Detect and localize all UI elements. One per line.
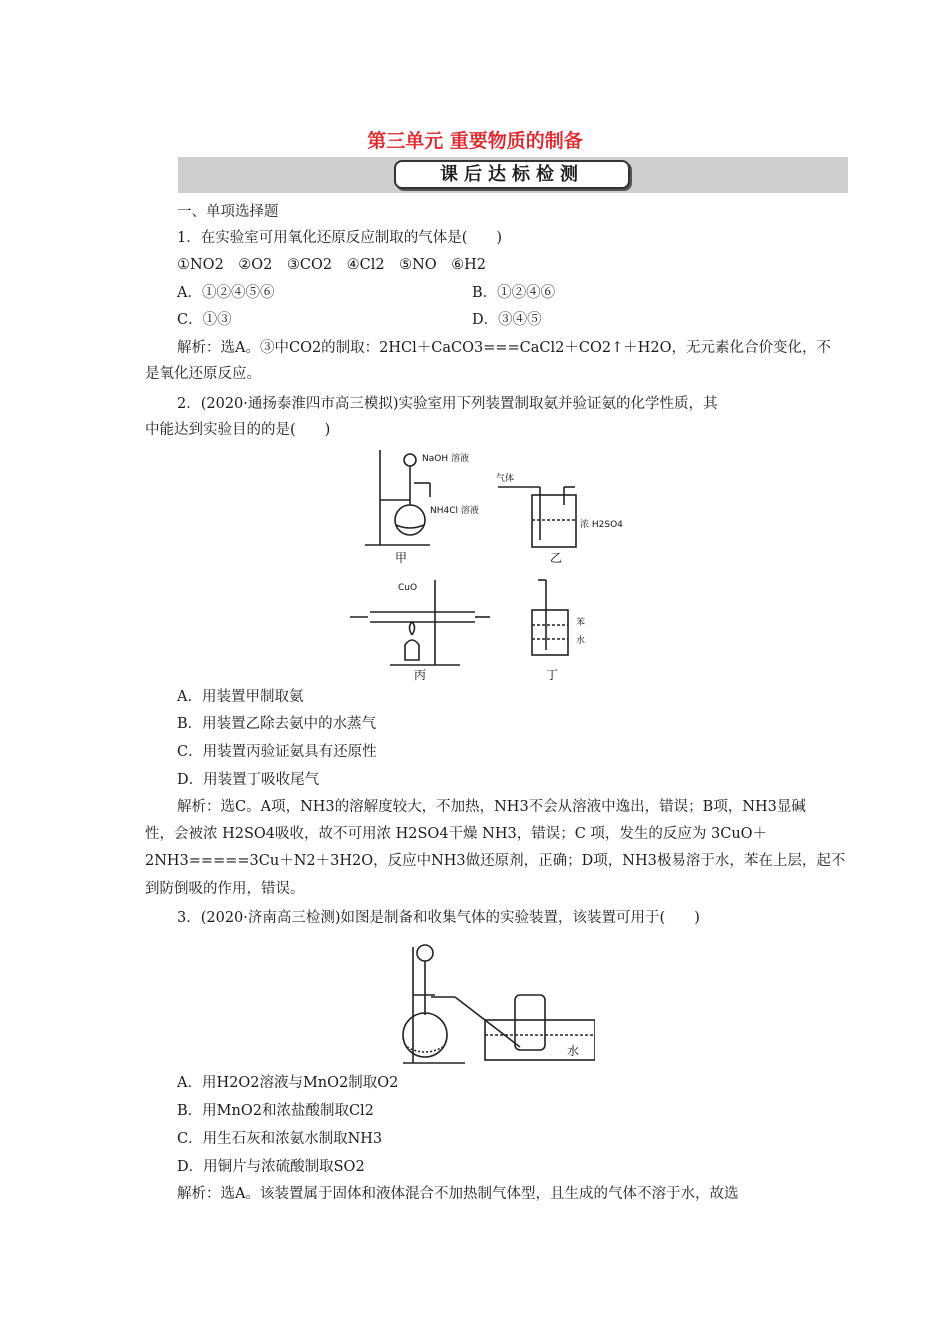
jia-liquid <box>396 525 424 528</box>
q1-option-a: A．①②④⑤⑥ <box>177 285 275 301</box>
q2-analysis-line-1: 解析：选C。A项，NH3的溶解度较大，不加热，NH3不会从溶液中逸出，错误；B项，NH3显碱 <box>177 799 806 815</box>
q1-analysis-line-2: 是氧化还原反应。 <box>145 366 261 382</box>
section-label: 一、单项选择题 <box>177 204 279 220</box>
q2-analysis-line-3: 2NH3=====3Cu＋N2＋3H2O，反应中NH3做还原剂，正确；D项，NH3极易溶于水，苯在上层，起不 <box>145 853 846 869</box>
label-h2so4: 浓 H2SO4 <box>580 520 623 530</box>
q1-option-d: D．③④⑤ <box>472 312 542 328</box>
q3-analysis-line-1: 解析：选A。该装置属于固体和液体混合不加热制气体型，且生成的气体不溶于水，故选 <box>177 1186 739 1202</box>
jia-flask <box>395 505 425 535</box>
q3-gas-jar <box>515 995 545 1050</box>
bing-lamp <box>405 640 419 660</box>
label-ding: 丁 <box>546 668 559 682</box>
label-jia: 甲 <box>395 551 408 565</box>
q3-funnel-bulb <box>417 945 433 961</box>
q2-apparatus-figure <box>350 445 650 685</box>
q1-stem: 1．在实验室可用氧化还原反应制取的气体是( ) <box>177 230 503 246</box>
q3-label-water: 水 <box>567 1044 580 1058</box>
q2-option-b: B．用装置乙除去氨中的水蒸气 <box>177 716 377 732</box>
q1-analysis-line-1: 解析：选A。③中CO2的制取：2HCl＋CaCO3===CaCl2＋CO2↑＋H2O，无元素化合价变化，不 <box>177 340 831 356</box>
q3-stem: 3．(2020·济南高三检测)如图是制备和收集气体的实验装置，该装置可用于( ) <box>177 910 700 926</box>
q3-option-c: C．用生石灰和浓氨水制取NH3 <box>177 1131 383 1147</box>
q3-flask <box>403 1013 447 1057</box>
banner-label: 课后达标检测 <box>394 160 630 189</box>
q2-analysis-line-2: 性，会被浓 H2SO4吸收，故不可用浓 H2SO4干燥 NH3，错误；C 项，发生的反应为 3CuO＋ <box>145 826 768 842</box>
bing-flame <box>410 622 415 635</box>
label-yi: 乙 <box>550 551 563 565</box>
label-ding-water: 水 <box>576 636 586 646</box>
q3-apparatus-figure <box>395 935 595 1070</box>
q3-option-a: A．用H2O2溶液与MnO2制取O2 <box>177 1075 399 1091</box>
q2-stem-line-1: 2．(2020·通扬泰淮四市高三模拟)实验室用下列装置制取氨并验证氨的化学性质，其 <box>177 396 718 412</box>
label-nh4cl: NH4Cl 溶液 <box>430 506 479 516</box>
q1-option-b: B．①②④⑥ <box>472 285 556 301</box>
label-bing: 丙 <box>414 668 427 682</box>
label-gas: 气体 <box>496 474 515 484</box>
q2-option-a: A．用装置甲制取氨 <box>177 689 304 705</box>
label-cuo: CuO <box>398 583 418 593</box>
q2-stem-line-2: 中能达到实验目的的是( ) <box>145 422 331 438</box>
q1-items: ①NO2 ②O2 ③CO2 ④Cl2 ⑤NO ⑥H2 <box>177 257 487 273</box>
q2-option-d: D．用装置丁吸收尾气 <box>177 772 320 788</box>
q1-option-c: C．①③ <box>177 312 232 328</box>
jia-funnel-bulb <box>404 454 416 466</box>
q3-option-b: B．用MnO2和浓盐酸制取Cl2 <box>177 1103 374 1119</box>
page-title: 第三单元 重要物质的制备 <box>367 130 583 152</box>
q2-analysis-line-4: 到防倒吸的作用，错误。 <box>145 881 305 897</box>
q2-option-c: C．用装置丙验证氨具有还原性 <box>177 744 377 760</box>
yi-bottle <box>532 495 576 547</box>
q3-option-d: D．用铜片与浓硫酸制取SO2 <box>177 1159 365 1175</box>
label-benzene: 苯 <box>576 618 586 628</box>
q2-apparatus-svg <box>350 445 650 685</box>
label-naoh: NaOH 溶液 <box>422 454 469 464</box>
q3-apparatus-svg <box>395 935 595 1070</box>
q3-delivery-tube-2 <box>455 997 520 1047</box>
ding-beaker <box>532 610 568 655</box>
